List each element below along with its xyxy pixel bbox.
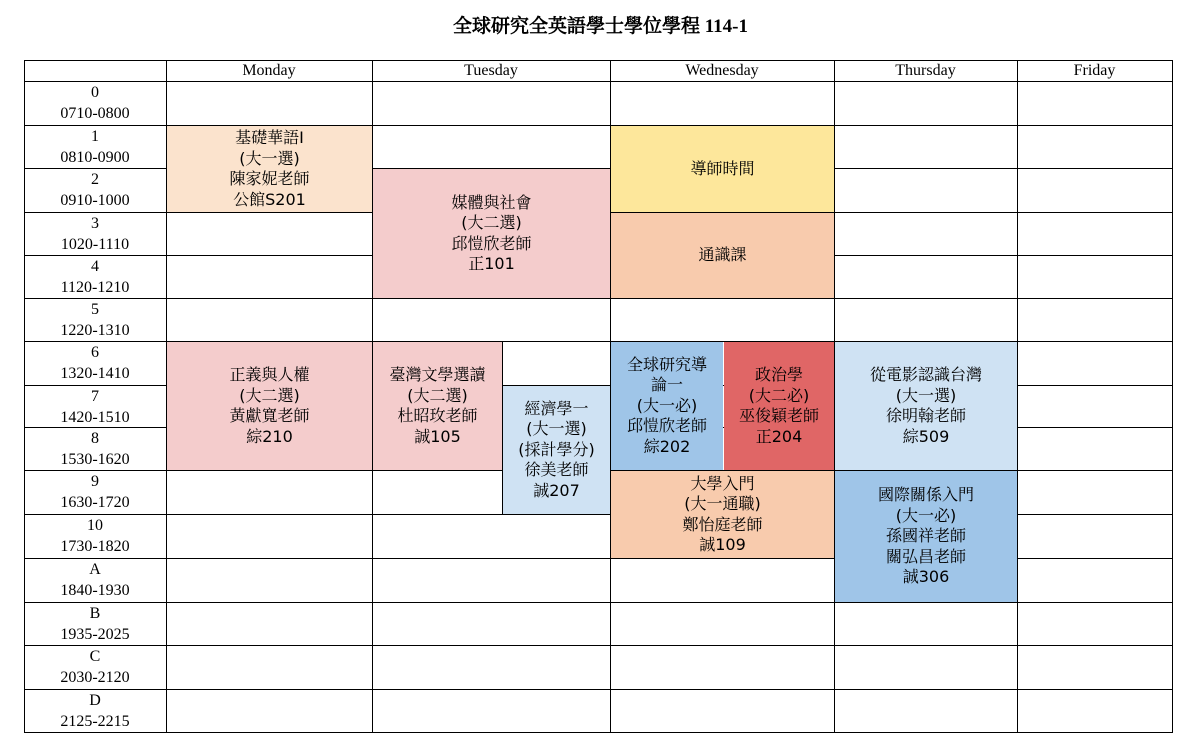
period-time: 1630-1720 [60, 494, 130, 511]
course-text: 杜昭玫老師 [397, 406, 478, 425]
course-text: 正義與人權 [229, 365, 310, 384]
grid-line-row [24, 645, 1173, 646]
grid-line-header [24, 81, 1173, 82]
course-text: 正204 [755, 426, 803, 446]
course-text: (採計學分) [518, 439, 595, 459]
day-header: Wednesday [685, 62, 759, 79]
course-text: 臺灣文學選讀 [389, 365, 486, 384]
course-block[interactable] [167, 126, 372, 212]
period-label [24, 256, 166, 298]
period-label [24, 342, 166, 384]
period-code: A [89, 561, 101, 579]
course-text: (大二必) [748, 385, 810, 405]
course-text: 綜509 [902, 426, 950, 446]
period-label [24, 646, 166, 688]
period-label [24, 126, 166, 168]
grid-line-row [24, 298, 1173, 299]
course-text: 論一 [650, 375, 683, 395]
period-code: 7 [91, 387, 99, 405]
course-block[interactable] [611, 126, 834, 212]
course-text: 正101 [468, 254, 515, 273]
grid-line-row [24, 602, 1173, 603]
period-code: 1 [91, 127, 99, 145]
course-text: 鄭怡庭老師 [682, 514, 763, 534]
course-text: 國際關係入門 [877, 485, 974, 505]
course-text: (大二選) [407, 385, 468, 405]
period-time: 2030-2120 [60, 669, 130, 687]
course-text: 誠306 [902, 567, 950, 587]
grid-line-column [1017, 60, 1018, 733]
period-time: 1730-1820 [60, 537, 130, 555]
course-text: 從電影認識台灣 [869, 365, 982, 384]
period-time: 2125-2215 [60, 712, 130, 730]
grid-line-column [1172, 60, 1173, 733]
course-text: 孫國祥老師 [885, 526, 966, 546]
period-time: 1320-1410 [60, 365, 130, 382]
period-code: D [89, 691, 101, 709]
period-code: B [89, 605, 101, 622]
day-header: Thursday [895, 62, 956, 79]
period-label [24, 690, 166, 732]
course-block[interactable] [503, 386, 610, 514]
period-code: 5 [91, 301, 99, 319]
course-text: (大一選) [239, 148, 300, 168]
course-block[interactable] [611, 342, 723, 470]
period-time: 1120-1210 [60, 278, 130, 296]
period-time: 1935-2025 [60, 626, 130, 643]
period-code: 8 [91, 430, 99, 448]
course-text: (大二選) [239, 385, 300, 405]
grid-line-row [24, 732, 1173, 733]
period-time: 1840-1930 [60, 582, 130, 600]
course-text: 導師時間 [690, 158, 755, 178]
course-block[interactable] [611, 471, 834, 558]
page-title: 全球研究全英語學士學位學程 114-1 [452, 16, 749, 37]
period-label [24, 603, 166, 645]
course-text: 公館S201 [233, 189, 306, 209]
course-block[interactable] [373, 169, 610, 298]
course-text: 通識課 [698, 245, 747, 265]
period-label [24, 169, 166, 211]
period-label [24, 82, 166, 124]
course-text: 誠207 [533, 480, 580, 500]
course-text: (大一通職) [684, 494, 761, 513]
course-text: 基礎華語I [235, 128, 304, 147]
course-text: 徐美老師 [524, 460, 589, 480]
period-code: 10 [87, 516, 103, 534]
course-text: 綜210 [246, 426, 293, 446]
course-text: 政治學 [754, 365, 803, 384]
course-text: 媒體與社會 [451, 192, 532, 212]
course-text: 巫俊穎老師 [738, 406, 819, 425]
course-text: 誠109 [699, 535, 746, 554]
course-text: 徐明翰老師 [885, 406, 966, 425]
course-text: 陳家妮老師 [229, 169, 310, 188]
period-code: 4 [91, 257, 99, 275]
course-text: 邱愷欣老師 [451, 233, 532, 253]
period-label [24, 515, 166, 557]
course-text: (大一選) [526, 419, 587, 439]
day-header: Friday [1073, 62, 1116, 79]
period-label [24, 428, 166, 470]
course-block[interactable] [835, 342, 1017, 470]
period-time: 0910-1000 [60, 192, 130, 210]
course-text: (大一選) [895, 385, 957, 405]
period-code: 0 [91, 84, 99, 101]
course-text: (大一必) [895, 505, 957, 525]
course-text: 關弘昌老師 [885, 546, 966, 566]
day-header: Monday [242, 62, 296, 79]
period-time: 1420-1510 [60, 408, 130, 426]
course-block[interactable] [724, 342, 834, 470]
period-code: C [89, 648, 101, 666]
period-label [24, 559, 166, 601]
period-time: 1530-1620 [60, 451, 130, 469]
grid-line-row [24, 689, 1173, 690]
period-time: 1020-1110 [60, 236, 130, 253]
period-time: 0710-0800 [60, 105, 130, 122]
period-code: 9 [91, 473, 99, 490]
period-code: 6 [91, 344, 99, 361]
course-text: 經濟學一 [524, 398, 589, 418]
course-block[interactable] [373, 342, 502, 470]
course-text: (大二選) [461, 213, 522, 232]
period-label [24, 386, 166, 428]
course-block[interactable] [611, 213, 834, 298]
course-block[interactable] [167, 342, 372, 470]
period-time: 1220-1310 [60, 322, 130, 340]
course-text: 全球研究導 [626, 354, 707, 374]
course-text: 黃獻寬老師 [229, 406, 310, 425]
period-label [24, 299, 166, 341]
period-code: 2 [91, 171, 99, 189]
period-time: 0810-0900 [60, 148, 130, 166]
course-text: 綜202 [643, 436, 691, 456]
day-header: Tuesday [464, 62, 518, 79]
period-label [24, 471, 166, 513]
course-block[interactable] [835, 471, 1017, 602]
course-text: 大學入門 [690, 473, 755, 493]
course-text: (大一必) [636, 395, 698, 415]
period-label [24, 213, 166, 255]
course-text: 誠105 [414, 426, 461, 446]
course-text: 邱愷欣老師 [626, 416, 707, 436]
period-code: 3 [91, 215, 99, 232]
